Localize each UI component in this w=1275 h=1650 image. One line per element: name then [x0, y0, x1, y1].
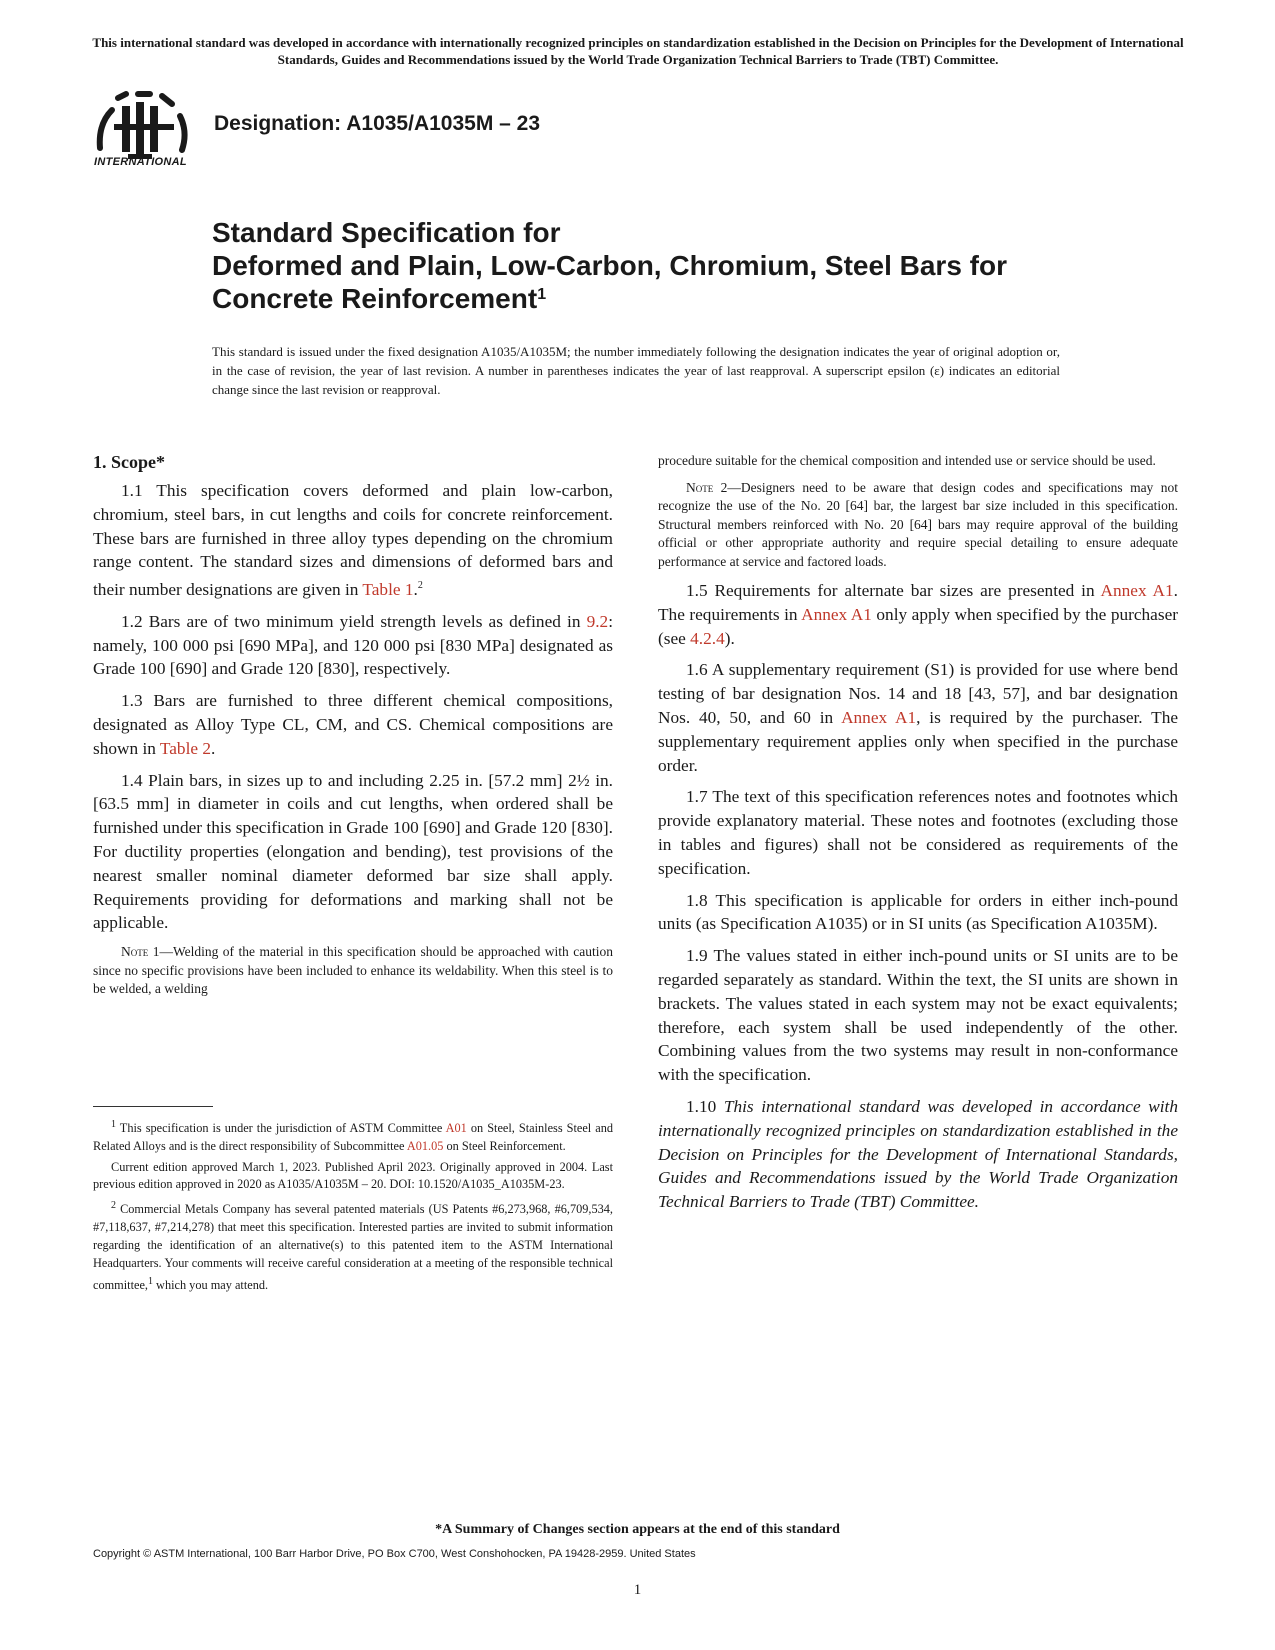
- section-heading-scope: 1. Scope*: [93, 452, 165, 472]
- page-title: [212, 216, 1007, 315]
- note-2: Note 2—Designers need to be aware that design codes and specifications may not recognize the use of the No. 20 [64] bar, the largest bar size included in this specification. Structural members reinforced with No. 20 [64] bars may require approval of the building official or other appropriate authority and require special detailing to ensure adequate performance at service and factored loads.: [658, 479, 1178, 569]
- link-annex-a1[interactable]: Annex A1: [841, 707, 917, 727]
- footnote-1-edition: Current edition approved March 1, 2023. Published April 2023. Originally approved in 2004. Last previous edition approved in 2020 as A1035/A1035M – 20. DOI: 10.1520/A1035_A1035M-23.: [93, 1159, 613, 1192]
- paragraph-1-10: 1.10 This international standard was developed in accordance with internationally recognized principles on standardization established in the Decision on Principles for the Development of International Standards, Guides and Recommendations issued by the World Trade Organization Technical Barriers to Trade (TBT) Committee.: [658, 1096, 1178, 1212]
- link-section-9-2[interactable]: 9.2: [586, 611, 609, 631]
- summary-of-changes-note: *A Summary of Changes section appears at the end of this standard: [435, 1522, 840, 1537]
- copyright: Copyright © ASTM International, 100 Barr Harbor Drive, PO Box C700, West Conshohocken, PA 19428-2959. United States: [93, 1548, 696, 1560]
- footnote-1: $^1$ This specification is under the jurisdiction of ASTM Committee A01 on Steel, Stainless Steel and Related Alloys and is the direct responsibility of Subcommittee A01.05 on Steel Reinforcement.: [93, 1119, 613, 1153]
- footnote-2: $^2$ Commercial Metals Company has several patented materials (US Patents #6,273,968, #6,709,534, #7,118,637, #7,214,278) that meet this specification. Interested parties are invited to submit information regarding the identification of an alternative(s) to this patented item to the ASTM International Headquarters. Your comments will receive careful consideration at a meeting of the responsible technical committee,$^1$ which you may attend.: [93, 1200, 613, 1292]
- note-1-continued: procedure suitable for the chemical composition and intended use or service should be used.: [658, 453, 1156, 468]
- paragraph-1-2: 1.2 Bars are of two minimum yield strength levels as defined in 9.2: namely, 100 000 psi [690 MPa], and 120 000 psi [830 MPa] designated as Grade 100 [690] and Grade 120 [830], respectively.: [93, 611, 613, 679]
- top-notice: This international standard was developed in accordance with internationally recognized principles on standardization established in the Decision on Principles for the Development of International Standards, Guides and Recommendations issued by the World Trade Organization Technical Barriers to Trade (TBT) Committee.: [92, 35, 1184, 67]
- note-1: Note 1—Welding of the material in this specification should be approached with caution since no specific provisions have been included to enhance its weldability. When this steel is to be welded, a welding: [93, 944, 613, 997]
- paragraph-1-8: 1.8 This specification is applicable for orders in either inch-pound units (as Specification A1035) or in SI units (as Specification A1035M).: [658, 890, 1178, 934]
- footnotes: [93, 1116, 613, 1297]
- title-footnote-mark: 1: [537, 286, 547, 303]
- footnote-mark-2: 2: [417, 580, 423, 592]
- paragraph-1-3: 1.3 Bars are furnished to three different chemical compositions, designated as Alloy Type CL, CM, and CS. Chemical compositions are shown in Table 2.: [93, 691, 613, 758]
- paragraph-1-4: 1.4 Plain bars, in sizes up to and including 2.25 in. [57.2 mm] 2½ in. [63.5 mm] in diameter in coils and cut lengths, when ordered shall be furnished under this specification in Grade 100 [690] and Grade 120 [830]. For ductility properties (elongation and bending), test provisions of the nearest smaller nominal diameter deformed bar size shall apply. Requirements providing for deformations and marking shall not be applicable.: [93, 770, 613, 933]
- paragraph-1-6: 1.6 A supplementary requirement (S1) is provided for use where bend testing of bar designation Nos. 14 and 18 [43, 57], and bar designation Nos. 40, 50, and 60 in Annex A1, is required by the purchaser. The supplementary requirement applies only when specified in the purchase order.: [658, 660, 1179, 775]
- link-section-4-2-4[interactable]: 4.2.4: [690, 628, 725, 648]
- designation: Designation: A1035/A1035M – 23: [214, 112, 541, 135]
- link-annex-a1[interactable]: Annex A1: [1100, 581, 1174, 600]
- link-subcommittee-a01-05[interactable]: A01.05: [406, 1138, 444, 1153]
- logo-wordmark: INTERNATIONAL: [94, 156, 187, 168]
- link-annex-a1[interactable]: Annex A1: [801, 604, 872, 624]
- paragraph-1-9: 1.9 The values stated in either inch-pound units or SI units are to be regarded separately as standard. Within the text, the SI units are shown in brackets. The values stated in each system may not be exact equivalents; therefore, each system shall be used independently of the other. Combining values from the two systems may result in non-conformance with the specification.: [658, 946, 1178, 1085]
- left-column: [93, 452, 613, 1007]
- issued-note: This standard is issued under the fixed designation A1035/A1035M; the number immediately following the designation indicates the year of original adoption or, in the case of revision, the year of last revision. A number in parentheses indicates the year of last reapproval. A superscript epsilon (ε) indicates an editorial change since the last revision or reapproval.: [212, 344, 1060, 397]
- page-number: 1: [633, 1582, 642, 1598]
- title-line-3: Concrete Reinforcement$^1$: [212, 283, 547, 314]
- title-line-2: Deformed and Plain, Low-Carbon, Chromium, Steel Bars for: [212, 250, 1007, 281]
- title-line-1: Standard Specification for: [212, 217, 561, 248]
- paragraph-1-1: 1.1 This specification covers deformed and plain low-carbon, chromium, steel bars, in cut lengths and coils for concrete reinforcement. These bars are furnished in three alloy types depending on the chromium range content. The standard sizes and dimensions of deformed bars and their number designations are given in Table 1.$^2$: [93, 481, 613, 599]
- link-table-1[interactable]: Table 1: [362, 579, 414, 599]
- right-column: [658, 452, 1178, 1222]
- paragraph-1-5: 1.5 Requirements for alternate bar sizes are presented in Annex A1. The requirements in Annex A1 only apply when specified by the purchaser (see 4.2.4).: [658, 581, 1178, 648]
- paragraph-1-7: 1.7 The text of this specification references notes and footnotes which provide explanatory material. These notes and footnotes (excluding those in tables and figures) shall not be considered as requirements of the specification.: [658, 787, 1178, 878]
- link-table-2[interactable]: Table 2: [159, 738, 211, 758]
- link-committee-a01[interactable]: A01: [445, 1121, 467, 1136]
- footnote-divider: [93, 1106, 213, 1107]
